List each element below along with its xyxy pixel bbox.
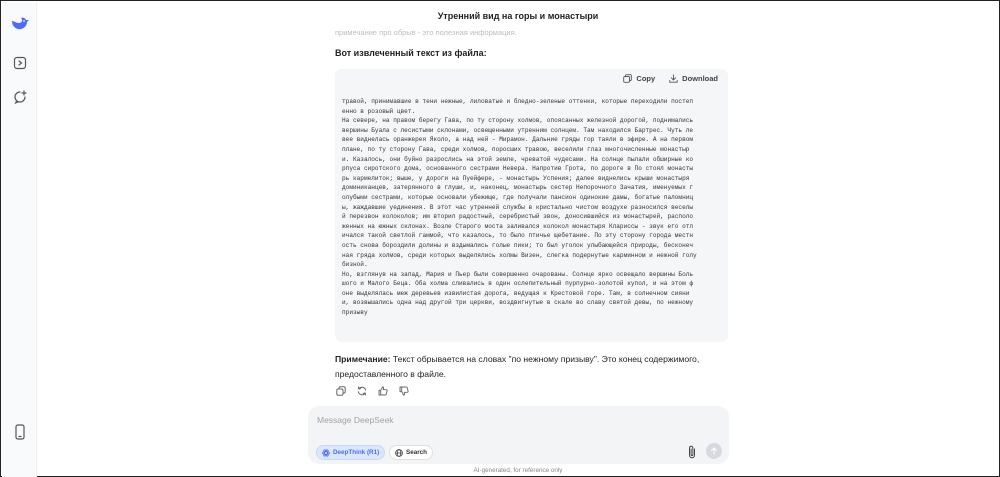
code-line: олубыми сестрами, которые основали убежище, где получали пансион одинокие дамы, богатые паломниц — [342, 193, 694, 201]
code-line: и, возвышались одна над другой три церкви, воздвигнутые в скале во славу святой девы, по нежному — [342, 299, 694, 307]
paperclip-icon — [686, 445, 698, 459]
deepseek-logo-icon[interactable] — [9, 12, 31, 34]
code-line: рь кармелиток; выше, у дороги на Пуейфере, - монастырь Успения; далее виднелись крыши монастыря — [342, 174, 690, 182]
globe-icon — [395, 449, 403, 457]
download-icon — [669, 74, 678, 83]
code-line: травой, принимавшие в тени нежные, лиловатые и бледно-зеленые оттенки, которые переходили постеп — [342, 98, 694, 105]
copy-icon — [623, 74, 632, 83]
code-block — [335, 69, 728, 342]
disclaimer: AI-generated, for reference only — [473, 467, 563, 474]
copy-button[interactable] — [623, 74, 655, 83]
arrow-up-icon — [710, 447, 718, 455]
code-line: плане, по ту сторону Гава, среди холмов, поросших травою, веселили глаз многочисленные монастыр — [342, 145, 690, 153]
code-line: женных на южных склонах. Возле Старого моста заливался колокол монастыря Клариссы - звук его отл — [342, 222, 694, 230]
sidebar-toggle-icon[interactable] — [9, 52, 31, 74]
code-toolbar — [623, 74, 718, 83]
code-line: й перезвон колоколов; им вторил радостный, серебристый звон, доносившийся из монастырей, располо — [342, 213, 694, 221]
message-composer[interactable] — [308, 406, 729, 464]
note-paragraph — [335, 352, 735, 381]
code-line: вее виднелась оранжерея Яколо, а над ней - Мирамон. Дальние гряды гор таяли в эфире. А на первом — [342, 136, 694, 144]
new-chat-icon[interactable] — [9, 86, 31, 108]
thumbs-down-icon — [399, 386, 409, 396]
code-line: ы, жаждавшие уединения. В этот час утренней службы в кристально чистом воздухе разносился веселы — [342, 203, 694, 211]
code-line: шого и Малого Беца. Оба холма сливались в один ослепительный пурпурно-золотой купол, и на этом ф — [342, 280, 694, 288]
message-actions — [335, 385, 409, 396]
code-line: ная гряда холмов, среди которых выделялись холмы Визен, слегка подернутые карминном и нежной голу — [342, 251, 697, 259]
send-button[interactable] — [706, 443, 722, 459]
message-input[interactable]: Message DeepSeek — [317, 415, 394, 425]
note-text: Текст обрывается на словах "по нежному призыву". Это конец содержимого, предоставленного в файле. — [335, 354, 700, 379]
code-line: енно в розовый цвет. — [342, 107, 416, 115]
download-button[interactable] — [669, 74, 718, 83]
deepthink-toggle[interactable] — [316, 445, 385, 460]
atom-icon — [322, 449, 330, 457]
regenerate-icon — [357, 386, 367, 396]
dislike-button[interactable] — [398, 385, 409, 396]
response-heading: Вот извлеченный текст из файла: — [335, 48, 487, 58]
chat-title: Утренний вид на горы и монастыри — [437, 11, 599, 21]
code-content — [342, 97, 725, 318]
copy-response-button[interactable] — [335, 385, 346, 396]
previous-message-text: примечание про обрыв - это полезная информация. — [335, 28, 517, 37]
code-line: рпуса сиротского дома, основанного сестрами Невера. Напротив Грота, по дороге в По стоял монасты — [342, 165, 694, 173]
attach-button[interactable] — [686, 445, 698, 459]
code-line: ичался такой светлой гаммой, что казалось, то было птичье щебетание. По эту сторону города местн — [342, 232, 694, 240]
sidebar — [2, 2, 37, 477]
code-line: оне выделялась меж деревьев извилистая дорога, ведущая к Крестовой горе. Там, в солнечном сияни — [342, 289, 690, 297]
code-line: и. Казалось, они буйно разрослись на этой земле, чреватой чудесами. На солнце пылали обширные ко — [342, 155, 694, 163]
search-toggle[interactable] — [389, 445, 433, 460]
search-label: Search — [406, 449, 428, 456]
like-button[interactable] — [377, 385, 388, 396]
thumbs-up-icon — [378, 386, 388, 396]
copy-label: Copy — [636, 74, 656, 83]
regenerate-button[interactable] — [356, 385, 367, 396]
note-label: Примечание: — [335, 354, 391, 364]
code-line: доминиканцев, затерянного в глуши, и, наконец, монастырь сестер Непорочного Зачатия, именуемых г — [342, 184, 694, 192]
code-line: бизной. — [342, 261, 368, 269]
mobile-app-icon[interactable] — [9, 421, 31, 443]
code-line: призыву — [342, 309, 368, 317]
download-label: Download — [682, 74, 718, 83]
deepthink-label: DeepThink (R1) — [333, 449, 380, 456]
code-line: вершины Буала с лесистыми склонами, освещенными утренним солнцем. Там находился Бартрес. Чуть ле — [342, 126, 694, 134]
code-line: Но, взглянув на запад, Мария и Пьер были совершенно очарованы. Солнце ярко освещало вершины Боль — [342, 270, 694, 278]
copy-icon — [336, 386, 346, 396]
code-line: ость снова бороздили долины и вздымались голые пики; то был уголок улыбающейся природы, бесконеч — [342, 241, 694, 249]
code-line: На севере, на правом берегу Гава, по ту сторону холмов, опоясанных железной дорогой, поднимались — [342, 117, 694, 125]
